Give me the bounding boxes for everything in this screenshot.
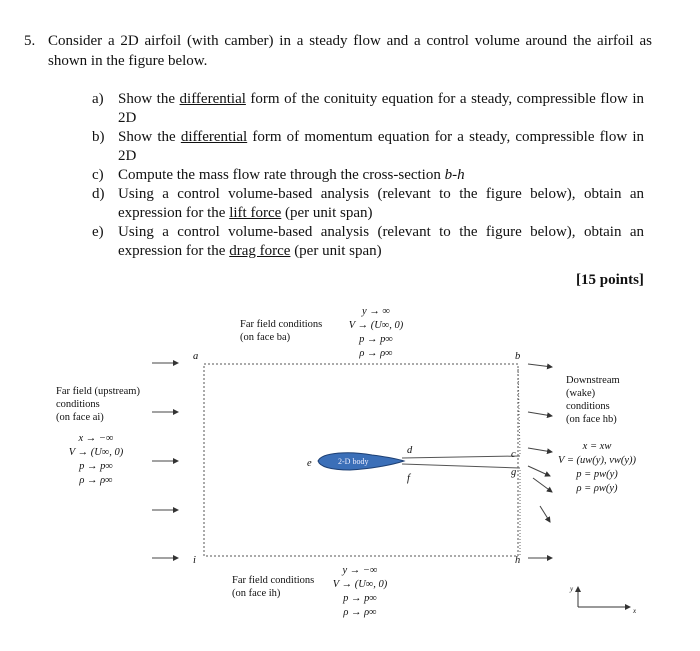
axis-x-label: x [633,607,637,615]
slit-line-bottom [402,464,520,468]
left-v-condition: V → (U∞, 0) [68,447,124,458]
bottom-v-condition: V → (U∞, 0) [332,579,388,590]
bottom-y-condition: y → −∞ [342,565,378,576]
right-wake-label: (wake) [566,388,596,399]
axis-y-label: y [570,585,574,593]
top-y-condition: y → ∞ [362,306,390,317]
bottom-rho-condition: ρ → ρ∞ [343,607,377,618]
left-farfield-conditions: conditions [56,399,100,410]
top-farfield-title: Far field conditions [240,319,323,330]
point-e: e [307,458,312,469]
bottom-farfield-title: Far field conditions [232,575,315,586]
top-p-condition: p → p∞ [359,334,393,345]
part-label: d) [92,186,105,202]
part-label: c) [92,167,104,183]
left-farfield-face: (on face ai) [56,412,104,423]
point-h: h [515,555,521,566]
right-face-label: (on face hb) [566,414,617,425]
point-a: a [193,351,199,362]
right-x-condition: x = xw [582,441,612,452]
top-farfield-face: (on face ba) [240,332,291,343]
airfoil-label: 2-D body [338,457,369,466]
upstream-flow-arrows [152,363,178,558]
right-downstream-title: Downstream [566,375,620,386]
left-farfield-title: Far field (upstream) [56,386,140,397]
right-rho-condition: ρ = ρw(y) [576,483,618,494]
point-f: f [407,473,410,484]
points-label: [15 points] [576,272,644,288]
problem-intro: Consider a 2D airfoil (with camber) in a steady flow and a control volume around the airfoil as shown in the figure below. [48,33,652,69]
right-p-condition: p = pw(y) [576,469,618,480]
part-label: a) [92,91,104,107]
point-g: g [511,467,517,478]
left-p-condition: p → p∞ [79,461,113,472]
top-rho-condition: ρ → ρ∞ [359,348,393,359]
problem-number: 5. [24,33,36,49]
left-x-condition: x → −∞ [78,433,114,444]
point-i: i [193,555,196,566]
top-v-condition: V → (U∞, 0) [348,320,404,331]
bottom-p-condition: p → p∞ [343,593,377,604]
slit-line-top [402,456,520,458]
part-label: e) [92,224,104,240]
left-rho-condition: ρ → ρ∞ [79,475,113,486]
right-v-condition: V = (uw(y), vw(y)) [557,455,637,466]
right-conditions-label: conditions [566,401,610,412]
point-b: b [515,351,521,362]
part-label: b) [92,129,105,145]
point-c: c [511,449,516,460]
coordinate-axes [578,587,630,607]
bottom-farfield-face: (on face ih) [232,588,281,599]
point-d: d [407,445,413,456]
